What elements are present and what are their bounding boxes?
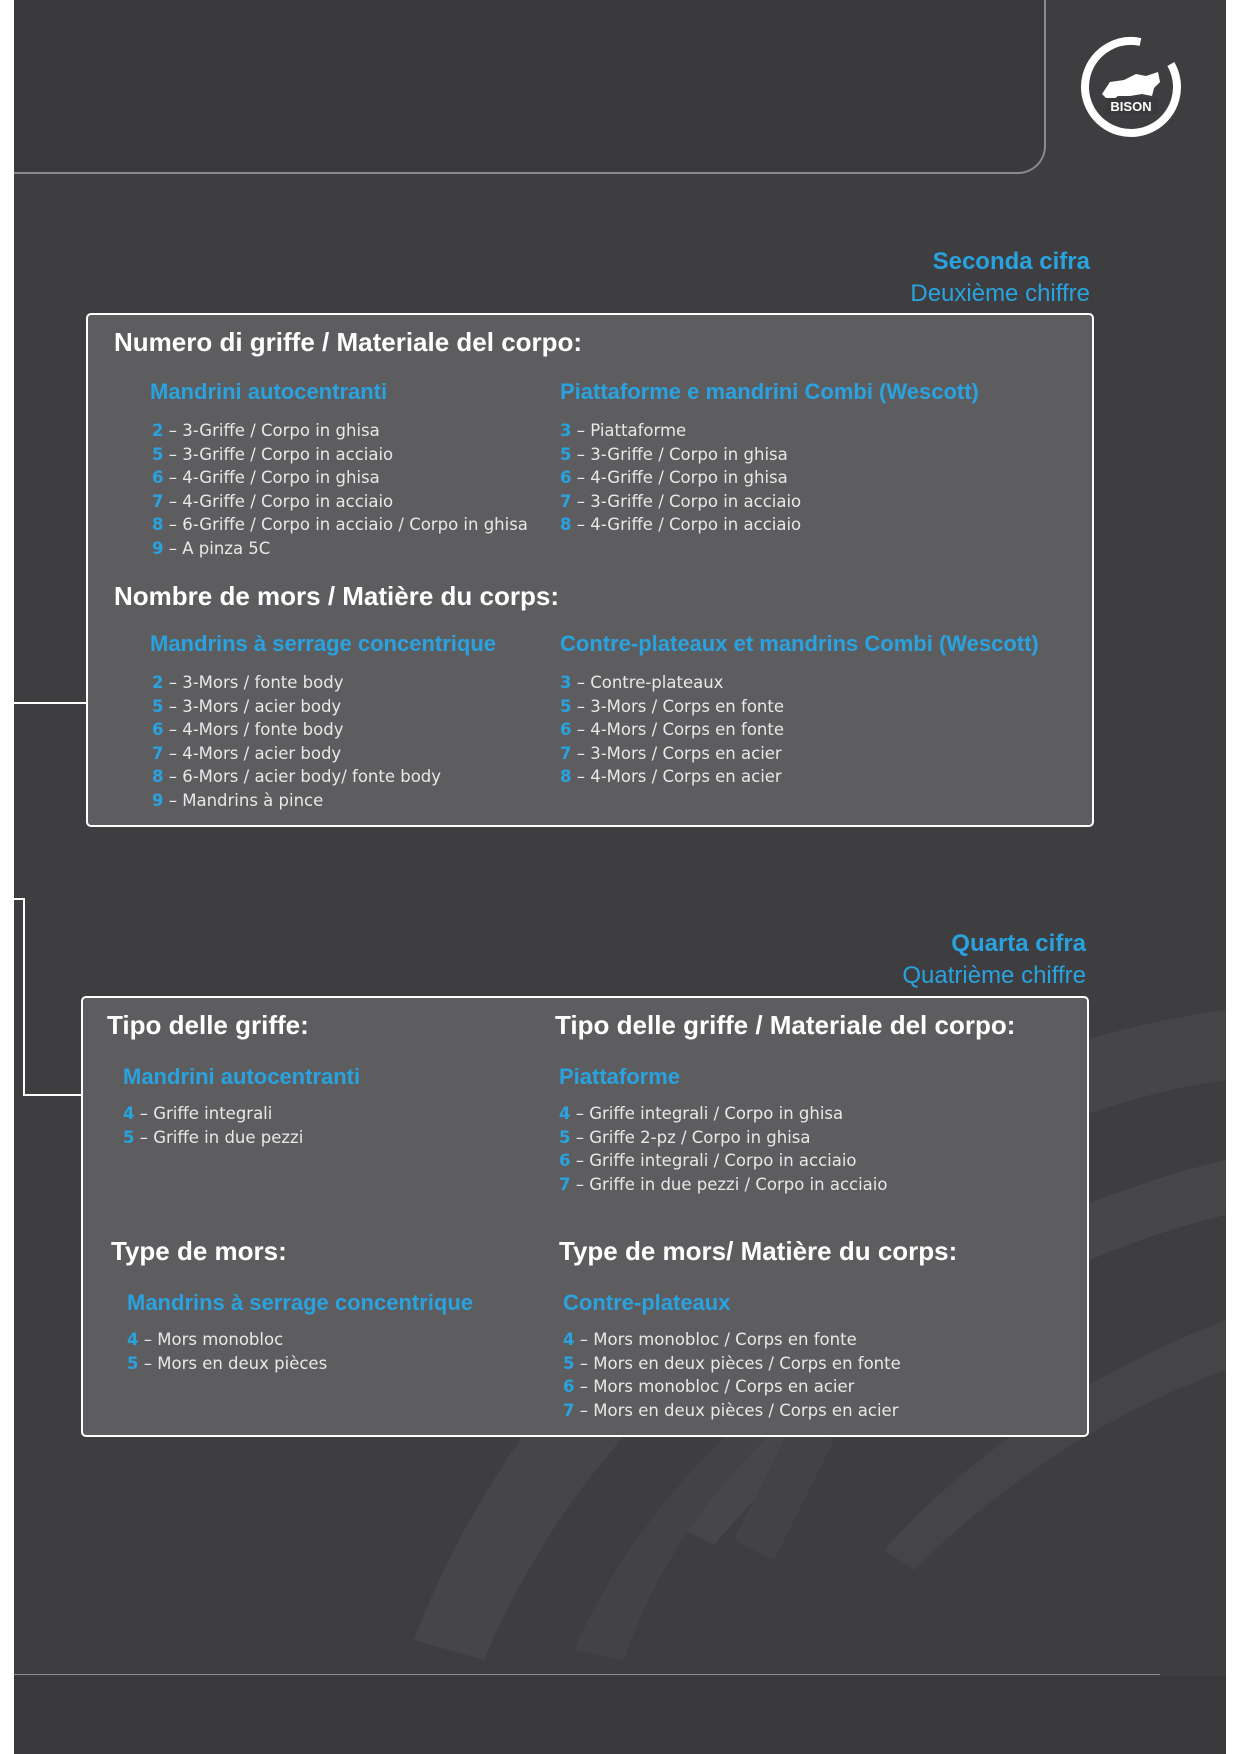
second-digit-heading-fr: Nombre de mors / Matière du corps: [114, 581, 559, 611]
item-code: 7 [152, 491, 164, 511]
fourth-digit-label [902, 928, 1086, 992]
item-code: 4 [563, 1330, 575, 1349]
item-text: Mandrins à pince [182, 790, 324, 810]
item-text: 3-Mors / Corps en acier [590, 743, 782, 763]
item-text: 4-Griffe / Corpo in acciaio [182, 491, 394, 511]
list-item: 4 – Mors monobloc / Corps en fonte [563, 1330, 857, 1349]
item-code: 5 [560, 696, 572, 716]
item-text: 4-Griffe / Corpo in ghisa [590, 468, 788, 488]
list-item: 7 – 3-Mors / Corps en acier [560, 743, 782, 763]
it-right-title-4: Piattaforme [559, 1064, 681, 1089]
second-digit-label [910, 246, 1090, 310]
item-text: Mors en deux pièces [157, 1353, 328, 1373]
item-text: Griffe integrali [153, 1104, 273, 1123]
it-left-list [152, 419, 528, 561]
second-digit-panel [86, 313, 1094, 827]
fr-left-title: Mandrins à serrage concentrique [150, 631, 496, 656]
item-text: Mors en deux pièces / Corps en acier [593, 1400, 899, 1420]
item-code: 5 [152, 444, 164, 464]
list-item: 8 – 4-Griffe / Corpo in acciaio [560, 515, 802, 535]
list-item: 8 – 6-Mors / acier body/ fonte body [152, 767, 442, 787]
list-item: 7 – 4-Griffe / Corpo in acciaio [152, 491, 394, 511]
item-text: 4-Mors / Corps en fonte [590, 720, 784, 740]
item-text: 4-Mors / Corps en acier [590, 767, 782, 787]
item-text: 4-Mors / acier body [182, 743, 342, 763]
list-item: 7 – 4-Mors / acier body [152, 743, 342, 763]
item-code: 8 [560, 767, 572, 787]
fr-right-title: Contre-plateaux et mandrins Combi (Wescott) [560, 631, 1039, 656]
item-code: 7 [563, 1400, 575, 1420]
item-code: 3 [560, 421, 572, 440]
item-code: 7 [152, 743, 164, 763]
item-text: 4-Mors / fonte body [182, 720, 344, 740]
item-text: Griffe integrali / Corpo in ghisa [589, 1104, 844, 1123]
list-item: 8 – 4-Mors / Corps en acier [560, 767, 782, 787]
item-code: 5 [123, 1127, 135, 1147]
item-code: 6 [560, 468, 572, 488]
item-code: 4 [123, 1104, 135, 1123]
item-text: A pinza 5C [182, 538, 271, 558]
list-item: 2 – 3-Griffe / Corpo in ghisa [152, 421, 380, 440]
header-band [14, 0, 1046, 174]
item-code: 6 [559, 1151, 571, 1171]
item-code: 5 [563, 1353, 575, 1373]
connector-line-bottom [23, 1094, 82, 1096]
list-item: 5 – 3-Griffe / Corpo in acciaio [152, 444, 394, 464]
item-code: 5 [127, 1353, 139, 1373]
fr-right-list-4 [563, 1328, 901, 1422]
item-code: 2 [152, 421, 164, 440]
item-code: 2 [152, 673, 164, 692]
item-code: 7 [560, 491, 572, 511]
item-text: 3-Griffe / Corpo in acciaio [182, 444, 394, 464]
footer-band [14, 1676, 1226, 1754]
item-text: Mors monobloc / Corps en acier [593, 1377, 855, 1397]
item-text: Piattaforme [590, 421, 687, 440]
list-item: 2 – 3-Mors / fonte body [152, 673, 344, 692]
item-text: Mors monobloc [157, 1330, 284, 1349]
logo-text: BISON [1110, 99, 1152, 114]
item-code: 6 [152, 468, 164, 488]
fourth-digit-heading-fr-left: Type de mors: [111, 1236, 287, 1266]
it-left-title: Mandrini autocentranti [150, 379, 388, 404]
item-code: 8 [560, 515, 572, 535]
it-left-list-4 [123, 1102, 303, 1149]
list-item: 5 – Griffe 2-pz / Corpo in ghisa [559, 1127, 811, 1147]
it-right-list [560, 419, 801, 537]
item-code: 7 [559, 1174, 571, 1194]
list-item: 6 – 4-Mors / fonte body [152, 720, 344, 740]
item-text: 3-Griffe / Corpo in ghisa [182, 421, 380, 440]
list-item: 5 – 3-Mors / Corps en fonte [560, 696, 784, 716]
item-code: 6 [152, 720, 164, 740]
it-right-title: Piattaforme e mandrini Combi (Wescott) [560, 379, 979, 404]
item-text: Griffe in due pezzi [153, 1127, 304, 1147]
item-text: Mors monobloc / Corps en fonte [593, 1330, 857, 1349]
connector-line-top [14, 702, 86, 704]
item-code: 9 [152, 538, 164, 558]
list-item: 5 – Griffe in due pezzi [123, 1127, 304, 1147]
item-code: 4 [127, 1330, 139, 1349]
footer-divider [14, 1674, 1160, 1675]
list-item: 5 – 3-Griffe / Corpo in ghisa [560, 444, 788, 464]
fr-left-list-4 [127, 1328, 327, 1375]
item-text: Griffe 2-pz / Corpo in ghisa [589, 1127, 811, 1147]
item-code: 9 [152, 790, 164, 810]
it-right-list-4 [559, 1102, 887, 1196]
page-background [14, 0, 1226, 1754]
list-item: 6 – Mors monobloc / Corps en acier [563, 1377, 855, 1397]
item-code: 5 [560, 444, 572, 464]
item-code: 8 [152, 767, 164, 787]
fr-left-list [152, 671, 441, 813]
list-item: 4 – Griffe integrali [123, 1104, 273, 1123]
item-code: 7 [560, 743, 572, 763]
second-digit-label-fr: Deuxième chiffre [910, 280, 1090, 307]
item-text: 3-Mors / acier body [182, 696, 342, 716]
fourth-digit-label-fr: Quatrième chiffre [902, 962, 1086, 989]
item-code: 3 [560, 673, 572, 692]
list-item: 5 – Mors en deux pièces [127, 1353, 328, 1373]
list-item: 7 – 3-Griffe / Corpo in acciaio [560, 491, 802, 511]
list-item: 9 – A pinza 5C [152, 538, 271, 558]
list-item: 4 – Mors monobloc [127, 1330, 284, 1349]
list-item: 6 – 4-Griffe / Corpo in ghisa [560, 468, 788, 488]
item-text: 4-Griffe / Corpo in acciaio [590, 515, 802, 535]
item-text: 6-Griffe / Corpo in acciaio / Corpo in ghisa [182, 515, 528, 535]
item-code: 8 [152, 515, 164, 535]
item-text: Mors en deux pièces / Corps en fonte [593, 1353, 901, 1373]
item-text: 3-Mors / fonte body [182, 673, 344, 692]
list-item: 6 – 4-Griffe / Corpo in ghisa [152, 468, 380, 488]
item-text: Griffe in due pezzi / Corpo in acciaio [589, 1174, 888, 1194]
fourth-digit-heading-fr-right: Type de mors/ Matière du corps: [559, 1236, 958, 1266]
list-item: 8 – 6-Griffe / Corpo in acciaio / Corpo in ghisa [152, 515, 528, 535]
fr-left-title-4: Mandrins à serrage concentrique [127, 1290, 473, 1315]
list-item: 3 – Contre-plateaux [560, 673, 724, 692]
item-code: 5 [559, 1127, 571, 1147]
second-digit-heading-it: Numero di griffe / Materiale del corpo: [114, 327, 583, 357]
list-item: 4 – Griffe integrali / Corpo in ghisa [559, 1104, 844, 1123]
fr-right-list [560, 671, 784, 789]
list-item: 9 – Mandrins à pince [152, 790, 324, 810]
list-item: 6 – Griffe integrali / Corpo in acciaio [559, 1151, 857, 1171]
it-left-title-4: Mandrini autocentranti [123, 1064, 361, 1089]
item-text: 3-Griffe / Corpo in ghisa [590, 444, 788, 464]
list-item: 6 – 4-Mors / Corps en fonte [560, 720, 784, 740]
fourth-digit-heading-it-left: Tipo delle griffe: [107, 1010, 309, 1040]
list-item: 5 – Mors en deux pièces / Corps en fonte [563, 1353, 901, 1373]
item-code: 4 [559, 1104, 571, 1123]
fourth-digit-heading-it-right: Tipo delle griffe / Materiale del corpo: [555, 1010, 1016, 1040]
item-text: Contre-plateaux [590, 673, 724, 692]
list-item: 7 – Mors en deux pièces / Corps en acier [563, 1400, 899, 1420]
item-code: 6 [560, 720, 572, 740]
item-text: 6-Mors / acier body/ fonte body [182, 767, 442, 787]
fr-right-title-4: Contre-plateaux [563, 1290, 731, 1315]
fourth-digit-label-it: Quarta cifra [951, 930, 1086, 957]
list-item: 5 – 3-Mors / acier body [152, 696, 342, 716]
item-code: 6 [563, 1377, 575, 1397]
bison-logo [1080, 36, 1182, 138]
item-text: Griffe integrali / Corpo in acciaio [589, 1151, 857, 1171]
second-digit-label-it: Seconda cifra [932, 248, 1090, 275]
connector-line-vertical [23, 898, 25, 1096]
list-item: 7 – Griffe in due pezzi / Corpo in acciaio [559, 1174, 888, 1194]
item-code: 5 [152, 696, 164, 716]
list-item: 3 – Piattaforme [560, 421, 687, 440]
fourth-digit-panel [81, 996, 1089, 1437]
item-text: 3-Griffe / Corpo in acciaio [590, 491, 802, 511]
item-text: 3-Mors / Corps en fonte [590, 696, 784, 716]
item-text: 4-Griffe / Corpo in ghisa [182, 468, 380, 488]
